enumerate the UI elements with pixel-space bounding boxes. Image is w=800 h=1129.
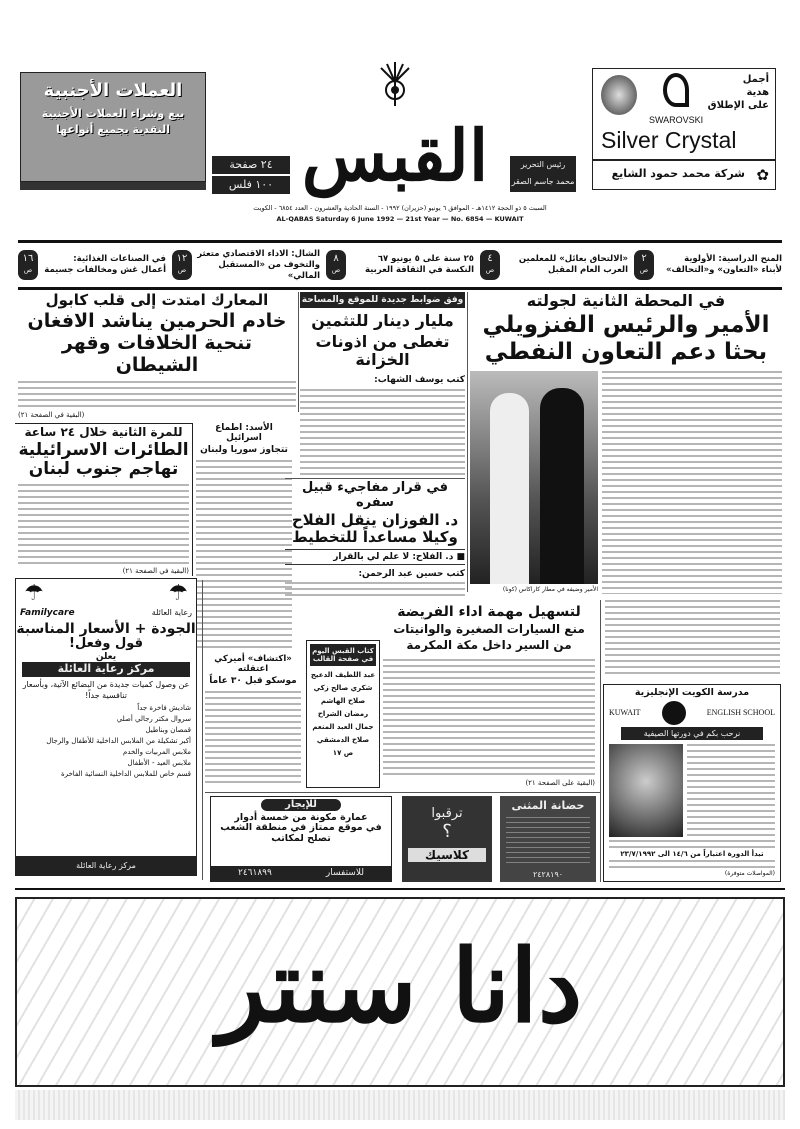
continued-note: (البقية على الصفحة ٢١) — [525, 779, 595, 787]
nursery-phone: ٢٤٢٨١٩٠ — [532, 870, 564, 879]
teaser-line: الشال: الاداء الاقتصادي متعثر — [197, 248, 320, 259]
familycare-announces: يعلن — [95, 652, 117, 663]
familycare-item: شاديش فاخرة جداً — [137, 704, 191, 713]
story-billion — [300, 292, 465, 476]
school-banner: نرحب بكم في دورتها الصيفية — [621, 727, 763, 740]
story-body — [383, 659, 595, 776]
classic-ad — [402, 796, 492, 882]
logo-emblem — [375, 60, 415, 108]
school-body — [609, 840, 775, 848]
story-spy — [205, 655, 301, 787]
gift-word-3: على الإطلاق — [707, 100, 769, 111]
section-rule — [205, 792, 600, 793]
rent-phone: ٢٤٦١٨٩٩ — [238, 868, 272, 878]
writer-name[interactable]: جمال العبد المنعم — [312, 723, 374, 732]
photo-caption: الأمير وضيفه في مطار كاراكاس (كونا) — [502, 586, 598, 593]
currency-ad — [20, 72, 206, 182]
section-rule — [285, 478, 465, 479]
date-english: AL-QABAS Saturday 6 June 1992 — 21st Year — No. 6854 — KUWAIT — [276, 215, 524, 223]
rent-body: عمارة مكونة من خمسة أدوار — [234, 811, 368, 823]
writers-box-title: كتاب القبس اليوم في صفحة القالب — [310, 644, 376, 666]
story-headline[interactable]: خادم الحرمين يناشد الافغان — [27, 310, 287, 333]
teaser[interactable] — [18, 246, 166, 284]
familycare-footer: مركز رعاية العائلة — [16, 856, 196, 875]
story-headline[interactable]: تغطى من اذونات الخزانة — [315, 331, 450, 370]
familycare-ad — [15, 578, 197, 876]
emir-photo — [470, 371, 598, 584]
story-kicker: في المحطة الثانية لجولته — [526, 291, 726, 310]
story-subhead-text: د. الفلاح: لا علم لي بالقرار — [333, 552, 454, 563]
continued-note: (البقية في الصفحة ٢١) — [122, 567, 189, 575]
rent-phone-label: للاستفسار — [325, 868, 364, 878]
story-kicker: لتسهيل مهمة اداء الفريضة — [397, 604, 581, 620]
column-rule — [467, 292, 468, 592]
rent-body: في موقع ممتاز في منطقة الشعب — [220, 822, 382, 834]
byline: كتب يوسف الشهاب: — [374, 374, 465, 385]
familycare-arabic-brand: رعاية العائلة — [151, 608, 192, 617]
writer-name[interactable]: شكري صالح زكي — [313, 684, 373, 693]
currency-ad-line1: بيع وشراء العملات الأجنبية — [41, 106, 185, 120]
gift-word-1: أجمل — [742, 74, 769, 85]
story-headline[interactable]: الأسد: اطماع اسرائيل — [215, 423, 273, 444]
story-body — [205, 691, 301, 787]
story-headline[interactable]: من السير داخل مكة المكرمة — [406, 637, 572, 652]
story-headline[interactable]: «اكتشاف» أميركي اعتقلته — [214, 654, 292, 674]
writer-name[interactable]: رمضان الشراح — [317, 710, 369, 719]
editor-box — [510, 156, 576, 192]
teaser-line: أعمال غش ومخالفات جسيمة — [44, 265, 166, 275]
teaser-bar — [18, 246, 782, 284]
column-rule — [298, 292, 299, 412]
page-badge: ٤ ص — [480, 250, 500, 280]
teaser[interactable] — [326, 246, 474, 284]
familycare-item: أكبر تشكيلة من الملابس الداخلية للأطفال والرجال — [46, 737, 191, 746]
currency-ad-footer — [20, 182, 206, 190]
teaser-line: المنح الدراسية: الأولوية — [684, 254, 782, 264]
familycare-intro: عن وصول كميات جديدة من البضائع الآتية، وبأسعار تنافسية جداً! — [22, 680, 190, 701]
rent-phone-bar — [211, 866, 391, 881]
currency-ad-title: العملات الأجنبية — [43, 80, 183, 101]
classic-line2: ؟ — [442, 821, 452, 842]
company-logo-icon: ✿ — [756, 166, 769, 184]
writers-page: ص ١٧ — [332, 749, 354, 758]
figure-left — [490, 393, 528, 584]
alshaya-company — [592, 160, 776, 190]
teaser-line: في الصناعات الغذائية: — [73, 254, 166, 264]
teaser-line: لأبناء «التعاون» و«التحالف» — [665, 265, 782, 275]
classic-line1: ترقبوا — [431, 806, 463, 821]
teaser[interactable] — [480, 246, 628, 284]
editor-label: رئيس التحرير — [520, 160, 566, 169]
column-rule — [202, 580, 203, 880]
company-name: شركة محمد حمود الشايع — [611, 167, 745, 180]
bottom-rule — [15, 888, 785, 890]
familycare-item: قمصان وبناطيل — [145, 726, 191, 735]
nursery-title: حضانة المثنى — [511, 799, 585, 812]
familycare-item: ملابس المربيات والخدم — [122, 748, 191, 757]
familycare-item: قسم خاص للملابس الداخلية النسائية الفاخرة — [60, 770, 191, 779]
story-headline[interactable]: منع السيارات الصغيرة والوانيتات — [393, 622, 585, 637]
story-mecca — [383, 604, 595, 788]
rent-body: تصلح لمكاتب — [271, 833, 331, 845]
writers-box — [306, 640, 380, 788]
story-headline[interactable]: تهاجم جنوب لبنان — [28, 459, 179, 480]
story-body — [602, 371, 782, 594]
school-dates: تبدأ الدورة اعتباراً من ١٤/٦ الى ٢٣/٧/١٩٩٢ — [620, 849, 764, 858]
dana-center-title: دانا سنتر — [217, 927, 583, 1045]
rent-ad — [210, 796, 392, 882]
story-headline[interactable]: تنحية الخلافات وقهر الشيطان — [61, 332, 253, 376]
umbrella-icon: ☂ — [168, 581, 188, 606]
story-headline[interactable]: تتجاوز سوريا ولبنان — [200, 444, 288, 455]
school-note: (المواصلات متوفرة) — [724, 870, 775, 877]
editor-name: محمد جاسم الصقر — [511, 177, 575, 186]
newspaper-logo: القبس — [301, 114, 489, 197]
currency-ad-line2: النقدية بجميع أنواعها — [55, 123, 171, 137]
page-badge: ١٢ ص — [172, 250, 192, 280]
story-assad — [196, 423, 292, 649]
swarovski-ad — [592, 68, 776, 160]
story-headline[interactable]: الأمير والرئيس الفنزويلي — [482, 312, 770, 339]
school-body — [687, 744, 775, 837]
teaser-line: ٢٥ سنة على ٥ يونيو ٦٧ — [377, 254, 474, 264]
familycare-item: ملابس العيد - الأطفال — [127, 759, 191, 768]
crystal-ornament-icon — [601, 75, 637, 115]
school-en2: ENGLISH SCHOOL — [706, 708, 775, 718]
classic-brand: كلاسيك — [408, 848, 486, 862]
story-body — [300, 389, 465, 476]
school-arabic-name: مدرسة الكويت الإنجليزية — [634, 687, 750, 698]
price-box: ١٠٠ فلس — [212, 176, 290, 194]
page-badge: ١٦ ص — [18, 250, 38, 280]
familycare-center: مركز رعاية العائلة — [22, 662, 190, 677]
story-lebanon — [15, 423, 193, 576]
story-headline[interactable]: بحثا دعم التعاون النفطي — [484, 338, 768, 365]
writer-name[interactable]: عبد اللطيف الدعيج — [310, 671, 376, 680]
story-body — [18, 484, 189, 566]
writer-name[interactable]: صلاح الدمشقي — [316, 736, 370, 745]
story-headline[interactable]: وكيلا مساعداً للتخطيط — [292, 528, 458, 547]
silver-crystal-text: Silver Crystal — [601, 127, 737, 153]
date-arabic: السبت ٥ ذو الحجة ١٤١٢هـ - الموافق ٦ يونيو (حزيران) ١٩٩٢ - السنة الحادية والعشرون - العدد ٦٨٥٤ - الكويت — [253, 204, 547, 212]
dana-center-ad — [15, 897, 785, 1087]
story-headline[interactable]: مليار دينار للتثمين — [311, 311, 454, 331]
school-photo — [609, 744, 683, 837]
story-kicker: للمرة الثانية خلال ٢٤ ساعة — [24, 425, 183, 439]
page-badge: ٢ ص — [634, 250, 654, 280]
writer-name[interactable]: صلاح الهاشم — [320, 697, 366, 706]
teaser-line: العرب العام المقبل — [548, 265, 628, 275]
familycare-sub: قول وفعل! — [69, 636, 143, 652]
familycare-item: سروال مكتر رجالي أصلي — [116, 715, 191, 724]
page-badge: ٨ ص — [326, 250, 346, 280]
story-body — [18, 381, 296, 410]
teaser-rule — [18, 287, 782, 290]
umbrella-icon: ☂ — [24, 581, 44, 606]
teaser-line: والتخوف من «المستقبل المالي» — [218, 259, 320, 281]
dateline — [170, 204, 630, 224]
school-ad — [603, 684, 781, 882]
masthead-rule — [18, 240, 782, 243]
school-body — [609, 860, 775, 868]
nursery-text — [506, 817, 590, 866]
teaser-line: النكسة في الثقافة العربية — [365, 265, 474, 275]
school-logo-icon — [662, 701, 686, 725]
familycare-headline: الجودة + الأسعار المناسبة — [16, 621, 196, 637]
gift-word-2: هدية — [746, 87, 769, 98]
figure-right — [540, 388, 584, 584]
story-body — [196, 460, 292, 649]
familycare-brand: Familycare — [20, 608, 75, 618]
column-rule — [600, 600, 601, 882]
pages-box: ٢٤ صفحة — [212, 156, 290, 174]
school-en1: KUWAIT — [609, 708, 641, 718]
story-headline[interactable]: الطائرات الاسرائيلية — [18, 439, 189, 460]
swarovski-brand: SWAROVSKI — [649, 115, 704, 125]
story-kicker: المعارك امتدت إلى قلب كابول — [45, 291, 269, 309]
swan-logo-icon — [663, 73, 689, 107]
story-body — [285, 582, 465, 599]
story-headline[interactable]: موسكو قبل ٣٠ عاماً — [209, 675, 297, 686]
story-fawzan — [285, 481, 465, 599]
story-body — [605, 600, 780, 675]
story-subhead: ■ د. الفلاح: لا علم لي بالقرار — [285, 549, 465, 565]
story-emir — [470, 292, 782, 594]
teaser[interactable] — [172, 246, 320, 284]
rent-title: للإيجار — [261, 799, 341, 811]
story-kicker: وفق ضوابط جديدة للموقع والمساحة — [300, 292, 465, 308]
byline: كتب حسين عبد الرحمن: — [358, 569, 465, 580]
story-kicker: في قرار مفاجيء قبيل سفره — [302, 480, 448, 510]
teaser[interactable] — [634, 246, 782, 284]
teaser-line: «الالتحاق بعائل» للمعلمين — [518, 254, 628, 264]
nursery-ad — [500, 796, 596, 882]
story-afghan — [18, 292, 296, 420]
scan-noise — [15, 1090, 785, 1120]
story-headline[interactable]: د. الفوزان ينقل الفلاح — [291, 510, 459, 529]
continued-note: (البقية في الصفحة ٢١) — [18, 411, 85, 419]
